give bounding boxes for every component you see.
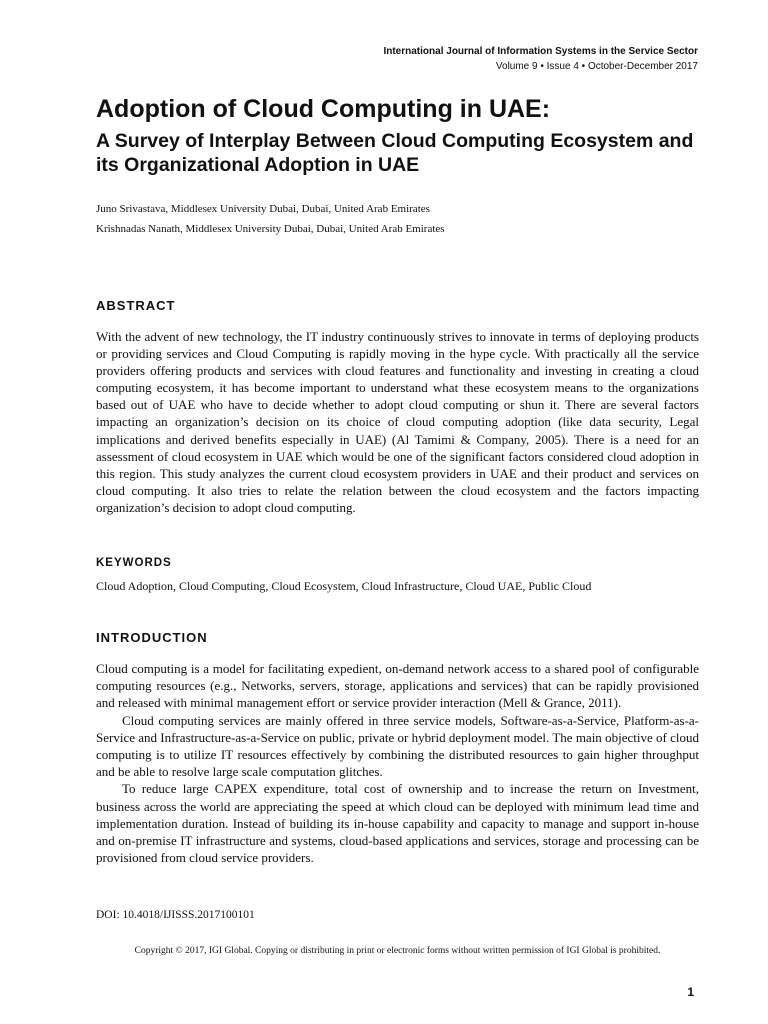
keywords-list: Cloud Adoption, Cloud Computing, Cloud Ecosystem, Cloud Infrastructure, Cloud UAE, Public Cloud bbox=[96, 579, 592, 593]
copyright-notice: Copyright © 2017, IGI Global. Copying or distributing in print or electronic forms without written permission of IGI Global is prohibited. bbox=[134, 946, 661, 956]
intro-paragraph: To reduce large CAPEX expenditure, total cost of ownership and to increase the return on Investment, business across the world are appreciating the speed at which cloud can be deployed with minimum lead time and implementation duration. Instead of building its in-house capability and capacity to manage and support in-house and on-premise IT infrastructure and systems, cloud-based applications and services, storage and processing can be provisioned from cloud service providers. bbox=[96, 781, 699, 866]
abstract-text: With the advent of new technology, the IT industry continuously strives to innovate in terms of deploying products or providing services and Cloud Computing is rapidly moving in the hype cycle. With practically all the service providers offering products and services with cloud features and functionality and investing in creating a cloud computing ecosystem, it has become important to understand what these ecosystem means to the organizations based out of UAE who have to decide whether to adopt cloud computing or shun it. There are several factors impacting an organization’s decision on its choice of cloud computing adoption (like data security, Legal implications and derived benefits especially in UAE) (Al Tamimi & Company, 2005). There is a need for an assessment of cloud ecosystem in UAE which would be one of the significant factors considered cloud adoption in this region. This study analyzes the current cloud ecosystem providers in UAE and their product and services on cloud computing. It also tries to relate the relation between the cloud ecosystem and the factors impacting organization’s decision to adopt cloud computing. bbox=[96, 329, 699, 515]
title-block bbox=[96, 93, 706, 177]
page-number: 1 bbox=[687, 985, 694, 999]
paper-title: Adoption of Cloud Computing in UAE: bbox=[96, 95, 551, 123]
intro-paragraph: Cloud computing is a model for facilitating expedient, on-demand network access to a shared pool of configurable computing resources (e.g., Networks, servers, storage, applications and services) that can be rapidly provisioned and released with minimal management effort or service provider interaction (Mell & Grance, 2011). bbox=[96, 661, 699, 711]
issue-info: Volume 9 • Issue 4 • October-December 2017 bbox=[495, 61, 698, 72]
doi-text: DOI: 10.4018/IJISSS.2017100101 bbox=[96, 909, 255, 921]
author-line: Juno Srivastava, Middlesex University Dubai, Dubai, United Arab Emirates bbox=[96, 203, 430, 215]
keywords-heading: KEYWORDS bbox=[96, 557, 172, 569]
introduction-body bbox=[96, 660, 699, 866]
paper-subtitle: A Survey of Interplay Between Cloud Computing Ecosystem and its Organizational Adoption in UAE bbox=[96, 130, 694, 176]
author-line: Krishnadas Nanath, Middlesex University Dubai, Dubai, United Arab Emirates bbox=[96, 223, 445, 235]
intro-paragraph: Cloud computing services are mainly offered in three service models, Software-as-a-Service, Platform-as-a-Service and Infrastructure-as-a-Service on public, private or hybrid deployment model. The main objective of cloud computing is to utilize IT resources effectively by combining the distributed resources to gain higher throughput and be able to resolve large scale computation glitches. bbox=[96, 712, 699, 780]
journal-header bbox=[383, 44, 698, 74]
introduction-heading: INTRODUCTION bbox=[96, 630, 208, 645]
journal-name: International Journal of Information Systems in the Service Sector bbox=[383, 46, 698, 57]
author-list bbox=[96, 199, 445, 239]
abstract-heading: ABSTRACT bbox=[96, 298, 176, 313]
